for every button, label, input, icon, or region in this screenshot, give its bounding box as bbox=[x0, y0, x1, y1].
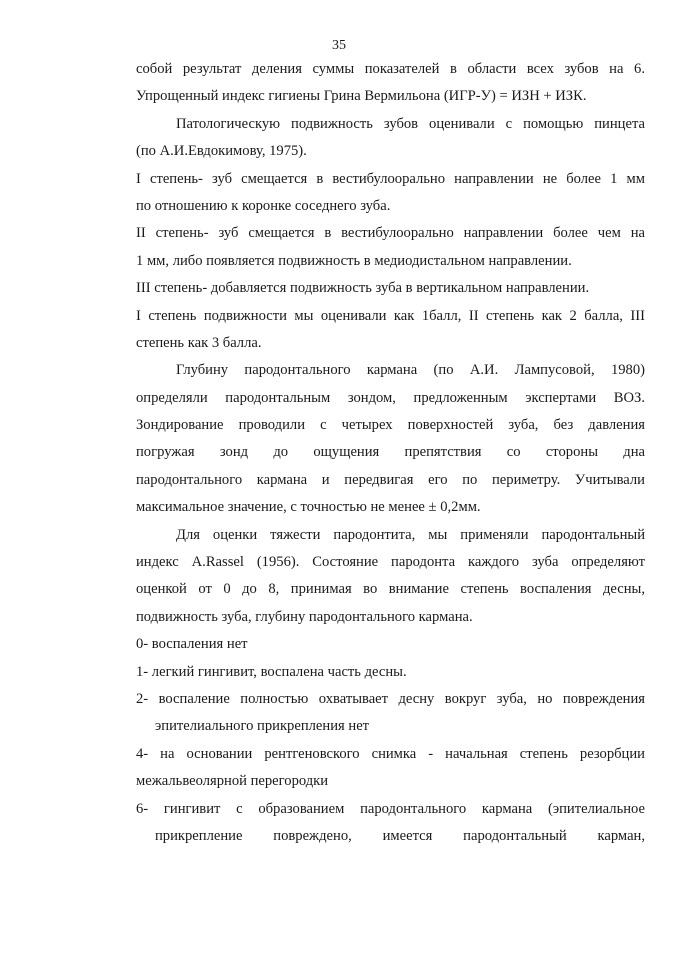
text-line: прикрепление повреждено, имеется пародонтальный карман, bbox=[155, 827, 645, 844]
text-line: определяли пародонтальным зондом, предложенным экспертами ВОЗ. bbox=[136, 389, 645, 406]
page-number: 35 bbox=[332, 38, 346, 53]
text-line: индекс A.Rassel (1956). Состояние пародонта каждого зуба определяют bbox=[136, 554, 645, 571]
text-line: 4- на основании рентгеновского снимка - начальная степень резорбции bbox=[136, 745, 645, 762]
document-body bbox=[136, 56, 645, 850]
text-line: погружая зонд до ощущения препятствия со стороны дна bbox=[136, 444, 645, 461]
text-line: пародонтального кармана и передвигая его по периметру. Учитывали bbox=[136, 471, 645, 488]
text-line: подвижность зуба, глубину пародонтального кармана. bbox=[136, 608, 473, 625]
text-line: оценкой от 0 до 8, принимая во внимание степень воспаления десны, bbox=[136, 581, 645, 598]
text-line: эпителиального прикрепления нет bbox=[155, 718, 370, 735]
text-line: межальвеолярной перегородки bbox=[136, 773, 329, 790]
text-line: 1 мм, либо появляется подвижность в медиодистальном направлении. bbox=[136, 252, 572, 269]
text-line: I степень- зуб смещается в вестибулоорально направлении не более 1 мм bbox=[136, 170, 645, 187]
text-line: по отношению к коронке соседнего зуба. bbox=[136, 197, 391, 214]
text-line: собой результат деления суммы показателей в области всех зубов на 6. bbox=[136, 61, 645, 77]
text-line: II степень- зуб смещается в вестибулоорально направлении более чем на bbox=[136, 225, 645, 242]
text-line: Упрощенный индекс гигиены Грина Вермильона (ИГР-У) = ИЗН + ИЗК. bbox=[136, 88, 587, 105]
text-line: (по А.И.Евдокимову, 1975). bbox=[136, 143, 307, 160]
text-line: Глубину пародонтального кармана (по А.И. Лампусовой, 1980) bbox=[176, 362, 645, 379]
text-line: 1- легкий гингивит, воспалена часть десны. bbox=[136, 663, 407, 680]
text-line: максимальное значение, с точностью не менее ± 0,2мм. bbox=[136, 499, 481, 516]
text-line: 6- гингивит с образованием пародонтального кармана (эпителиальное bbox=[136, 800, 645, 817]
text-line: Патологическую подвижность зубов оценивали с помощью пинцета bbox=[176, 115, 645, 132]
text-line: I степень подвижности мы оценивали как 1балл, II степень как 2 балла, III bbox=[136, 307, 645, 324]
text-line: Зондирование проводили с четырех поверхностей зуба, без давления bbox=[136, 417, 645, 434]
text-line: Для оценки тяжести пародонтита, мы применяли пародонтальный bbox=[176, 526, 645, 543]
text-line: 0- воспаления нет bbox=[136, 636, 248, 653]
text-line: III степень- добавляется подвижность зуба в вертикальном направлении. bbox=[136, 280, 590, 297]
text-line: 2- воспаление полностью охватывает десну вокруг зуба, но повреждения bbox=[136, 690, 645, 707]
text-line: степень как 3 балла. bbox=[136, 334, 262, 351]
